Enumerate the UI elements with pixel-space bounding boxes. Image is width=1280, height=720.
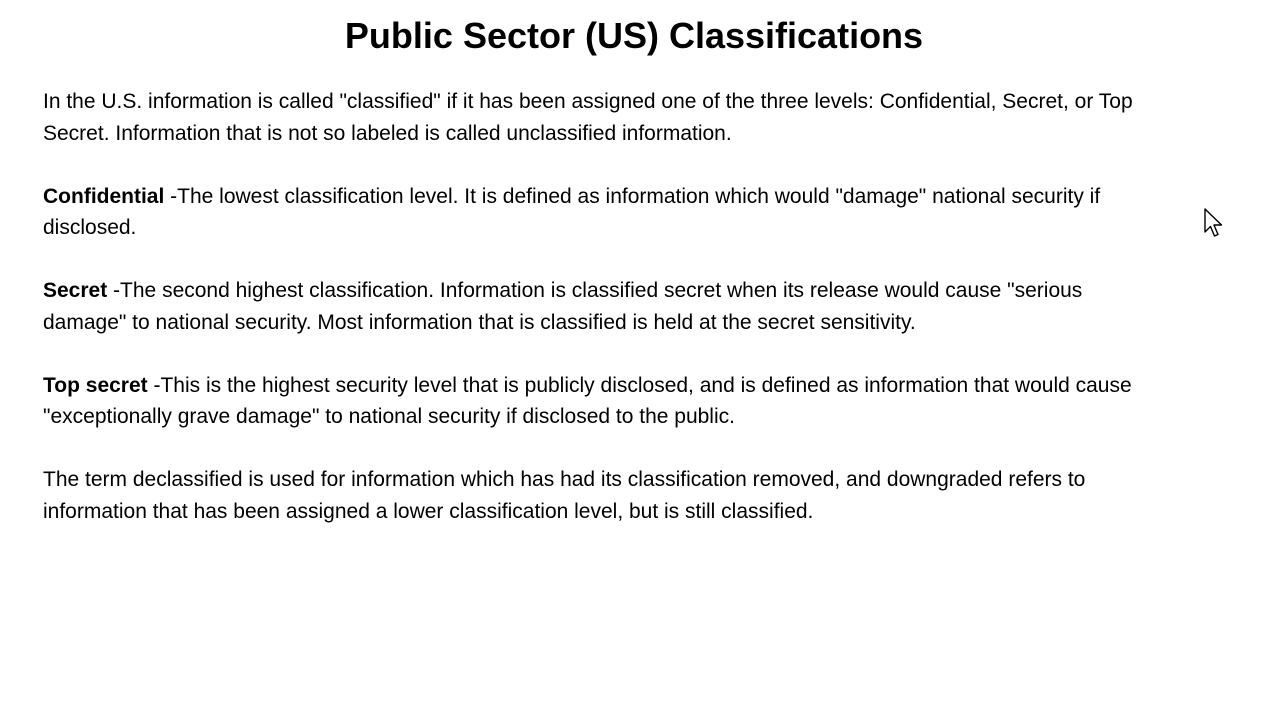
mouse-pointer-icon — [1204, 208, 1224, 242]
confidential-paragraph — [43, 181, 1158, 244]
declassified-text: The term declassified is used for information which has had its classification removed, and downgraded refers to information that has been assigned a lower classification level, but is still classified. — [43, 468, 1086, 523]
slide-body — [43, 86, 1158, 559]
top-secret-term: Top secret — [43, 373, 148, 397]
intro-paragraph — [43, 86, 1158, 149]
top-secret-paragraph — [43, 370, 1158, 433]
secret-term: Secret — [43, 279, 108, 302]
secret-paragraph — [43, 275, 1158, 338]
secret-definition: -The second highest classification. Information is classified secret when its release would cause "serious damage" to national security. Most information that is classified is held at the secret sensitivity. — [43, 279, 1083, 334]
declassified-paragraph — [43, 464, 1158, 527]
slide-title: Public Sector (US) Classifications — [344, 15, 924, 56]
confidential-definition: -The lowest classification level. It is defined as information which would "damage" national security if disclosed. — [43, 184, 1101, 239]
intro-text: In the U.S. information is called "classified" if it has been assigned one of the three levels: Confidential, Secret, or Top Secret. Information that is not so labeled is called unclassified information. — [43, 90, 1133, 145]
confidential-term: Confidential — [43, 184, 165, 208]
top-secret-definition: -This is the highest security level that is publicly disclosed, and is defined as information that would cause "exceptionally grave damage" to national security if disclosed to the public. — [43, 373, 1132, 428]
